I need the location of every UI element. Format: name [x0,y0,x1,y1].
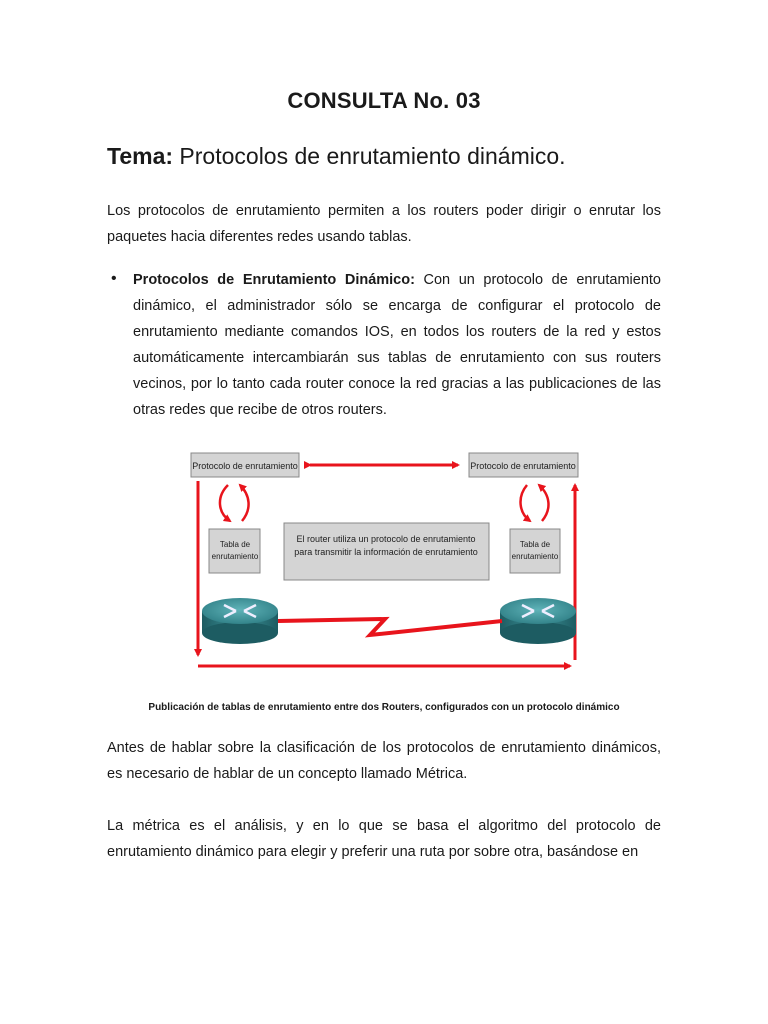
right-router-icon [500,598,576,644]
left-table-line2: enrutamiento [211,552,259,561]
right-table-box [510,529,560,573]
topic-heading [107,143,566,170]
paragraph-metric-definition: La métrica es el análisis, y en lo que se basa el algoritmo del protocolo de enrutamiento dinámico para elegir y preferir una ruta por sobre otra, basándose en [107,818,661,860]
left-table-box [209,529,260,573]
routing-diagram [180,445,590,677]
bullet-heading: Protocolos de Enrutamiento Dinámico: [133,272,415,288]
intro-paragraph: Los protocolos de enrutamiento permiten a los routers poder dirigir o enrutar los paquetes hacia diferentes redes usando tablas. [107,203,661,245]
left-protocol-label: Protocolo de enrutamiento [192,461,298,471]
serial-link-icon [278,619,502,635]
left-cycle-arrow-b [240,485,249,521]
topic-text: Protocolos de enrutamiento dinámico. [173,143,566,169]
right-cycle-arrow-a [521,485,530,521]
right-cycle-arrow-b [539,485,548,521]
center-info-line1: El router utiliza un protocolo de enrutamiento [296,534,476,544]
left-router-icon [202,598,278,644]
bullet-marker: • [111,270,117,287]
figure-caption: Publicación de tablas de enrutamiento entre dos Routers, configurados con un protocolo dinámico [148,702,620,713]
left-table-line1: Tabla de [219,540,251,549]
right-table-line1: Tabla de [519,540,551,549]
bullet-body: Con un protocolo de enrutamiento dinámico, el administrador sólo se encarga de configurar el protocolo de enrutamiento mediante comandos IOS, en todos los routers de la red y estos automáticamente intercambiarán sus tablas de enrutamiento con sus routers vecinos, por lo tanto cada router conoce la red gracias a las publicaciones de las otras redes que recibe de otros routers. [133,272,661,418]
left-cycle-arrow-a [220,485,230,521]
paragraph-metric-intro: Antes de hablar sobre la clasificación de los protocolos de enrutamiento dinámicos, es necesario de hablar de un concepto llamado Métrica. [107,740,661,782]
bullet-item [133,267,661,423]
right-table-line2: enrutamiento [511,552,559,561]
topic-label: Tema: [107,143,174,169]
center-info-line2: para transmitir la información de enrutamiento [294,547,478,557]
right-protocol-label: Protocolo de enrutamiento [470,461,576,471]
document-title: CONSULTA No. 03 [287,88,481,113]
